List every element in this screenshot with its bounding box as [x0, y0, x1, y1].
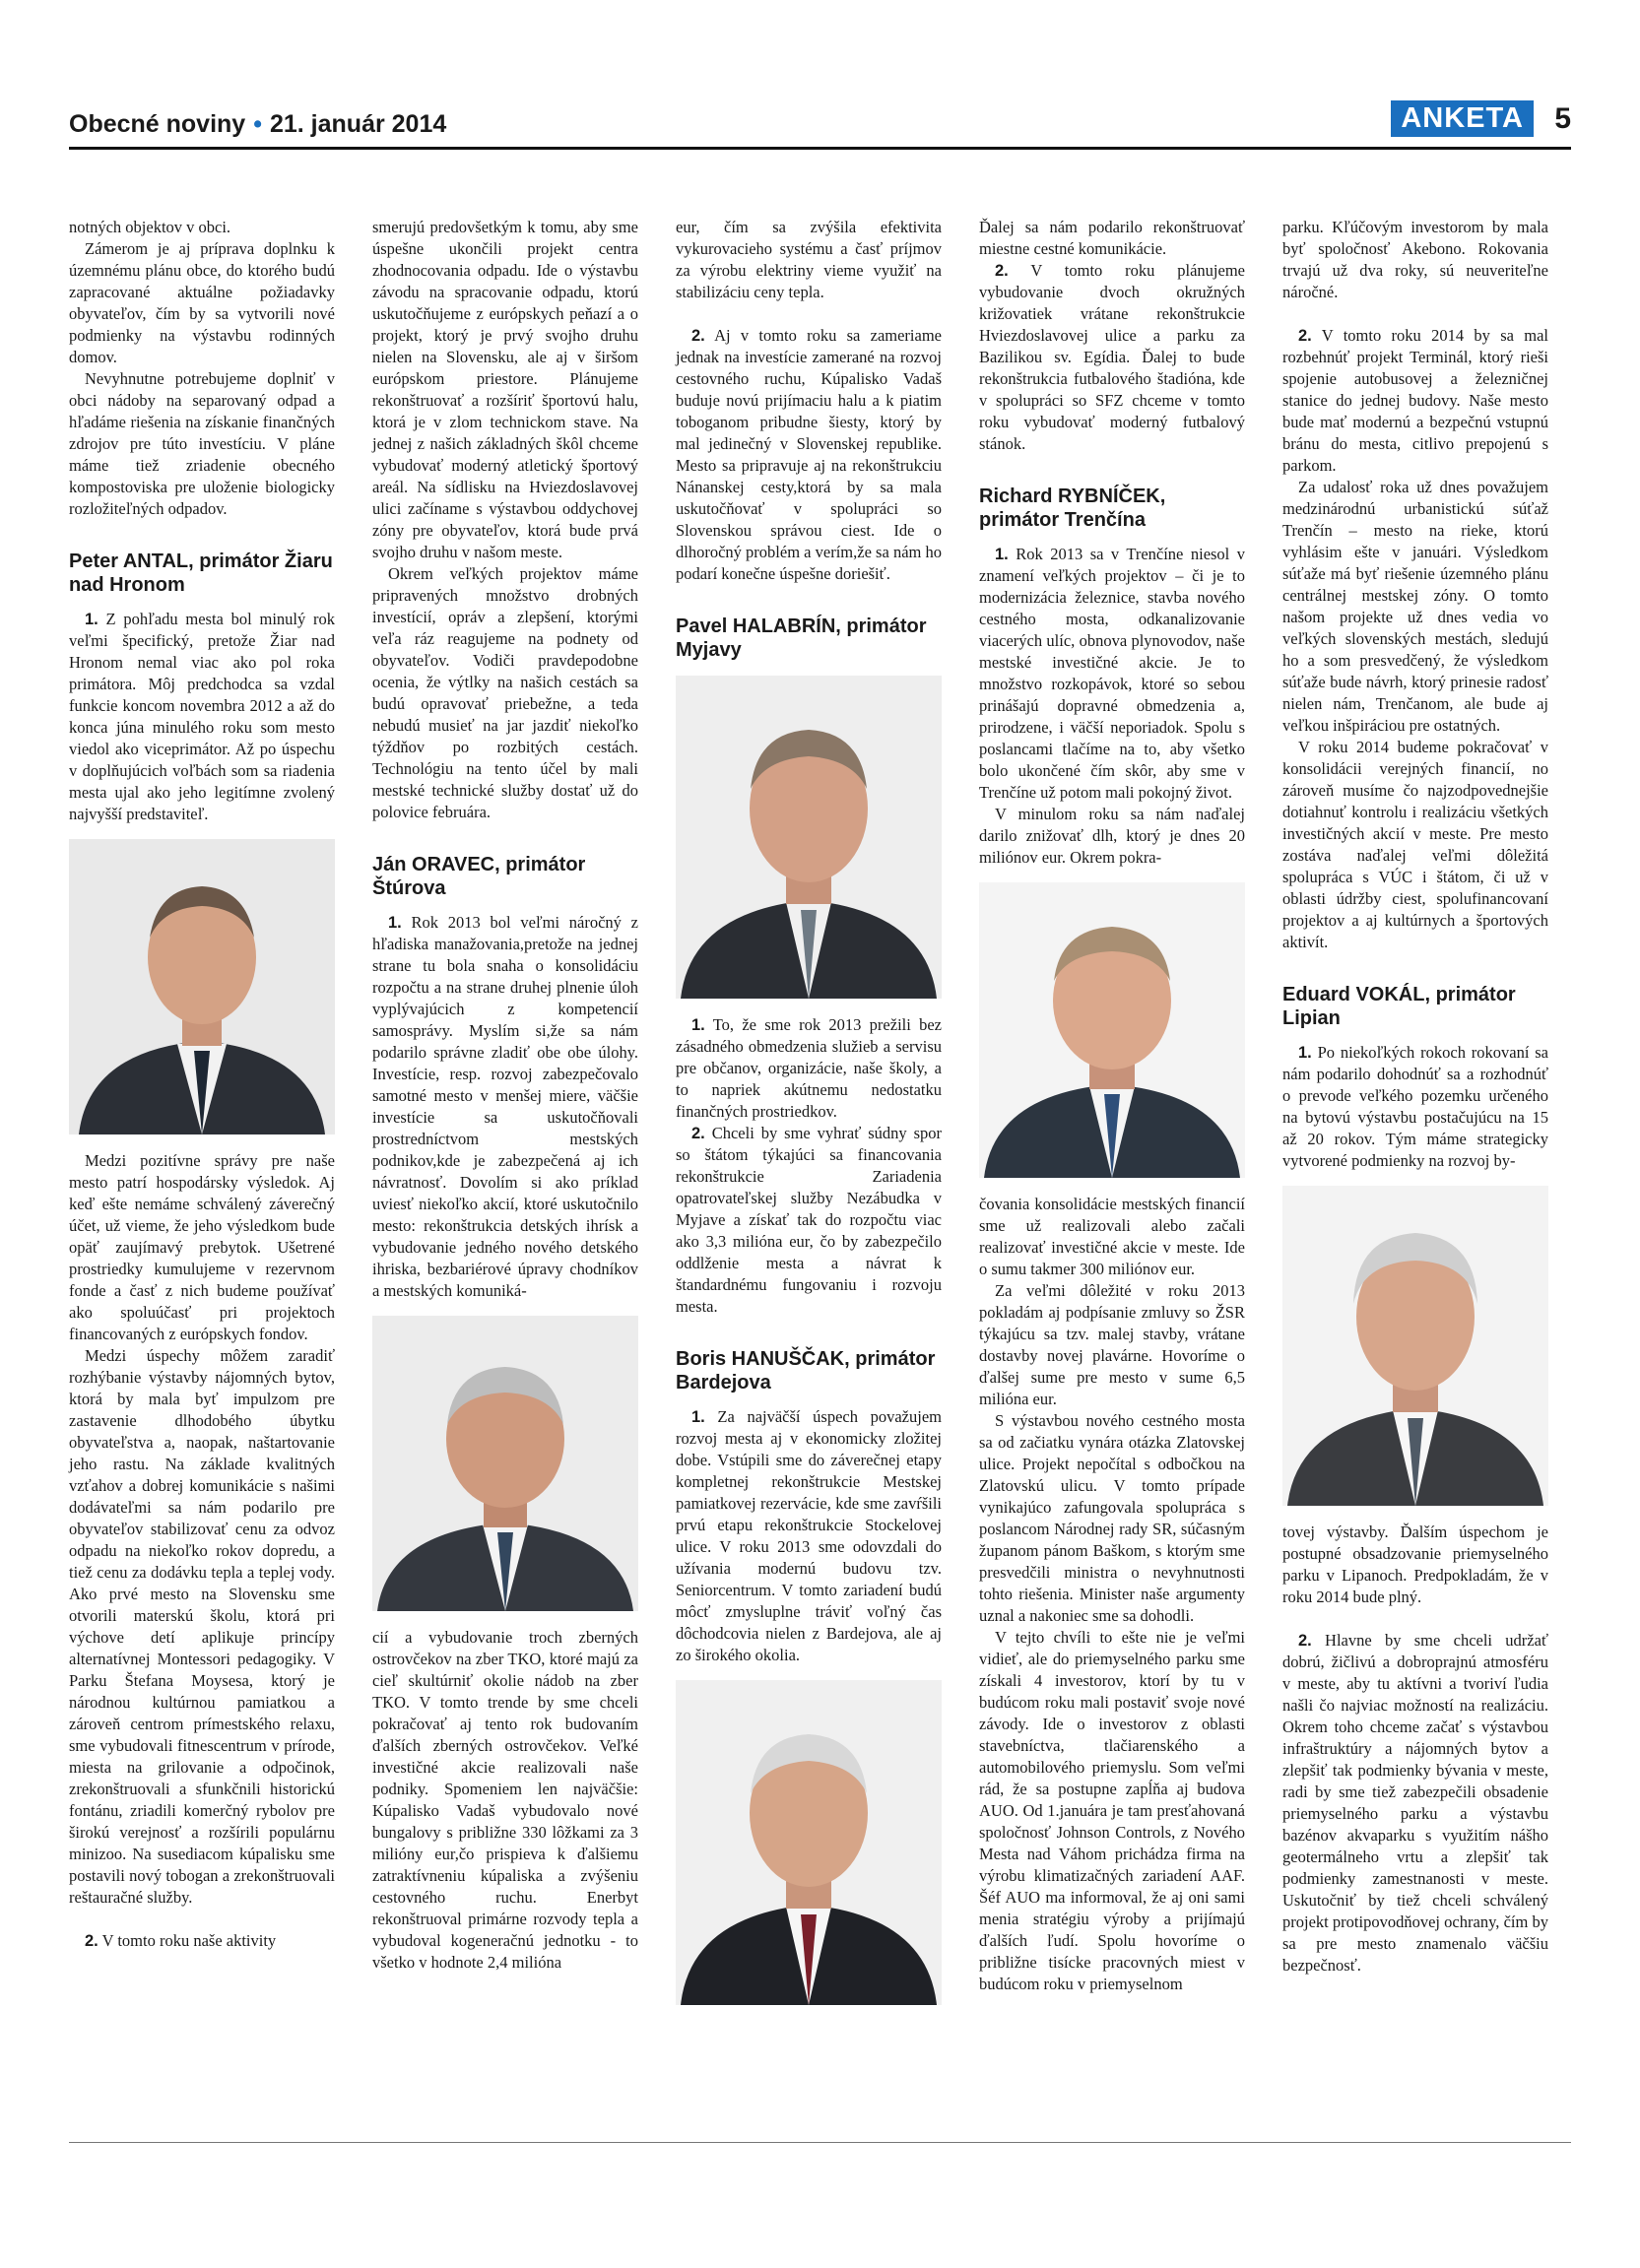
answer-number: 2.: [85, 1932, 98, 1950]
column-5: [1282, 217, 1548, 1976]
paragraph: čovania konsolidácie mestských financií sme už realizovali alebo začali realizovať investičné akcie v meste. Ide o sumu takmer 300 miliónov eur.: [979, 1195, 1245, 1278]
portrait-rybnicek: [979, 882, 1245, 1178]
answer-paragraph: [1282, 1630, 1548, 1976]
answer-paragraph: [69, 609, 335, 825]
interviewee-heading-antal: Peter ANTAL, primátor Žiaru nad Hronom: [69, 551, 333, 596]
portrait-oravec: [372, 1316, 638, 1611]
portrait-vokal: [1282, 1186, 1548, 1506]
answer-text: Hlavne by sme chceli udržať dobrú, žičlivú a dobroprajnú atmosféru v meste, aby tu aktívni a tvoriví ľudia našli čo najviac možností na realizáciu. Okrem toho chceme začať s výstavbou infraštruktúry a nájomných bytov a zlepšiť tak podmienky bývania v meste, radi by sme tiež zabezpečili obsadenie priemyselného parku a výstavbu bazénov akvaparku s využitím nášho geotermálneho vrtu a zlepšiť tak podmienky zamestnanosti v meste. Uskutočniť by tiež chceli schválený projekt protipovodňovej ochrany, čím by sa pre mesto znamenalo väčšiu bezpečnosť.: [1282, 1631, 1548, 1975]
answer-number: 2.: [1298, 327, 1312, 345]
column-3: [676, 217, 942, 2021]
answer-number: 2.: [691, 1125, 705, 1142]
paper-name: Obecné noviny: [69, 110, 246, 138]
answer-number: 2.: [995, 262, 1009, 280]
paragraph: eur, čím sa zvýšila efektivita vykurovacieho systému a časť príjmov za výrobu elektriny vieme využiť na stabilizáciu ceny tepla.: [676, 218, 942, 301]
paragraph: V roku 2014 budeme pokračovať v konsolidácii verejných financií, no zároveň musíme čo najzodpovednejšie dotiahnuť kontrolu i realizáciu všetkých investičných akcií v meste. Pre mesto zostáva naďalej veľmi dôležitá spolupráca s VÚC i štátom, či už v oblasti údržby ciest, spolufinancovaní projektov a aj kultúrnych a športových aktivít.: [1282, 738, 1548, 951]
answer-paragraph: [676, 1123, 942, 1318]
paragraph: Okrem veľkých projektov máme pripravených množstvo drobných investícií, opráv a zlepšení, ktorými veľa ráz reagujeme na podnety od obyvateľov. Vodiči pravdepodobne ocenia, že výtlky na našich cestách sa budú opravovať priebežne, a teda nebudú musieť na jar jazdiť niekoľko týždňov po rozbitých cestách. Technológiu na tento účel by mali mestské technické služby dostať už do polovice februára.: [372, 564, 638, 821]
section-label: ANKETA: [1391, 100, 1534, 137]
paragraph: parku. Kľúčovým investorom by mala byť spoločnosť Akebono. Rokovania trvajú už dva roky, sú neuveriteľne náročné.: [1282, 218, 1548, 301]
column-1: [69, 217, 335, 1952]
answer-text: Rok 2013 sa v Trenčíne niesol v znamení veľkých projektov – či je to modernizácia železnice, stavba nového cestného mosta, odkanalizovanie viacerých ulíc, obnova plynovodov, naše mestské investičné akcie. Je to množstvo rozkopávok, ktoré so sebou prinášajú dopravné obmedzenia a, prirodzene, i väčší neporiadok. Spolu s poslancami tlačíme na to, aby všetko bolo ukončené čím skôr, aby sme v Trenčíne už potom mali pokojný život.: [979, 545, 1245, 802]
interviewee-heading-halabrin: Pavel HALABRÍN, primátor Myjavy: [676, 616, 927, 661]
paragraph: tovej výstavby. Ďalším úspechom je postupné obsadzovanie priemyselného parku v Lipanoch. Predpokladám, že v roku 2014 bude plný.: [1282, 1523, 1548, 1606]
answer-paragraph: [979, 544, 1245, 804]
bullet-separator: •: [253, 110, 262, 138]
page-number: 5: [1554, 102, 1571, 135]
interviewee-heading-hanuscak: Boris HANUŠČAK, primátor Bardejova: [676, 1348, 936, 1393]
answer-paragraph: [676, 1014, 942, 1123]
paragraph: Za udalosť roka už dnes považujem medzinárodnú urbanistickú súťaž Trenčín – mesto na rieke, ktorú vyhlásim ešte v januári. Výsledkom súťaže má byť riešenie územného plánu centrálnej mestskej zóny. O tomto našom projekte už dnes vedia vo veľkých slovenských mestách, sledujú ho a som presvedčený, že výsledkom súťaže bude návrh, ktorý prinesie radosť nielen nám, Trenčanom, ale bude aj veľkou inšpiráciou pre ostatných.: [1282, 478, 1548, 735]
answer-text: V tomto roku naše aktivity: [98, 1931, 277, 1950]
answer-number: 1.: [388, 914, 402, 932]
paragraph: S výstavbou nového cestného mosta sa od začiatku vynára otázka Zlatovskej ulice. Projekt nepočítal s odbočkou na Zlatovskú ulicu. V tomto prípade vynikajúco zafungovala spolupráca s poslancom Národnej rady SR, súčasným županom pánom Baškom, s ktorým sme presvedčili ministra o nevyhnutnosti tohto riešenia. Minister naše argumenty uznal a nakoniec sme sa dohodli.: [979, 1411, 1245, 1625]
paragraph: Medzi pozitívne správy pre naše mesto patrí hospodársky výsledok. Aj keď ešte nemáme schválený záverečný účet, už vieme, že jeho výsledkom bude opäť zaujímavý prebytok. Ušetrené prostriedky kumulujeme v rezervnom fonde a časť z nich budeme používať ako spoluúčasť pri projektoch financovaných z európskych fondov.: [69, 1151, 335, 1343]
paragraph: Nevyhnutne potrebujeme doplniť v obci nádoby na separovaný odpad a hľadáme riešenia na získanie finančných zdrojov pre túto investíciu. V pláne máme tiež zriadenie obecného kompostoviska pre uloženie biologicky rozložiteľných odpadov.: [69, 369, 335, 518]
paragraph: V minulom roku sa nám naďalej darilo znižovať dlh, ktorý je dnes 20 miliónov eur. Okrem pokra-: [979, 805, 1245, 867]
answer-number: 2.: [1298, 1632, 1312, 1650]
answer-number: 1.: [691, 1016, 705, 1034]
interviewee-heading-oravec: Ján ORAVEC, primátor Štúrova: [372, 854, 586, 899]
paragraph: Ďalej sa nám podarilo rekonštruovať miestne cestné komunikácie.: [979, 218, 1245, 258]
answer-number: 1.: [691, 1408, 705, 1426]
answer-text: V tomto roku 2014 by sa mal rozbehnúť projekt Terminál, ktorý rieši spojenie autobusovej a železničnej stanice do jednej budovy. Naše mesto bude mať modernú a bezpečnú vstupnú bránu do mesta, citlivo prepojenú s parkom.: [1282, 326, 1548, 475]
paragraph: Zámerom je aj príprava doplnku k územnému plánu obce, do ktorého budú zapracované aktuálne požiadavky obyvateľov, čím by sa vytvorili nové podmienky na výstavbu rodinných domov.: [69, 239, 335, 366]
answer-text: Z pohľadu mesta bol minulý rok veľmi špecifický, pretože Žiar nad Hronom nemal viac ako pol roka primátora. Môj predchodca sa vzdal funkcie koncom novembra 2012 a až do konca júna minulého roku som mesto viedol ako viceprimátor. Až po úspechu v doplňujúcich voľbách som sa riadenia mesta ujal ako jeho legitímne zvolený najvyšší predstaviteľ.: [69, 610, 335, 823]
paragraph: Medzi úspechy môžem zaradiť rozhýbanie výstavby nájomných bytov, ktorá by mala byť impulzom pre zastavenie dlhodobého úbytku obyvateľstva a, naopak, naštartovanie jeho rastu. Na základe kvalitných vzťahov a dobrej komunikácie s našimi dodávateľmi sa nám podarilo pre obyvateľov stabilizovať cenu za odvoz odpadu na niekoľko rokov dopredu, a tiež cenu za dodávku tepla a teplej vody. Ako prvé mesto na Slovensku sme otvorili materskú školu, ktorá pri výchove detí aplikuje princípy alternatívnej Montessori pedagogiky. V Parku Štefana Moysesa, ktorý je národnou kultúrnou pamiatkou a zároveň centrom prímestského relaxu, sme vybudovali fitnescentrum v prírode, miesta na grilovanie a odpočinok, zrekonštruovali a sfunkčnili historickú fontánu, zriadili komerčný rybolov pre širokú verejnosť a rozšírili populárnu minizoo. Na susediacom kúpalisku sme postavili nový tobogan a zrekonštruovali reštauračné služby.: [69, 1346, 335, 1907]
answer-paragraph: [69, 1930, 335, 1952]
paragraph: smerujú predovšetkým k tomu, aby sme úspešne ukončili projekt centra zhodnocovania odpadu. Ide o výstavbu závodu na spracovanie odpadu, ktorú uskutočňujeme z európskych peňazí a o projekt, ktorý je prvý svojho druhu nielen na Slovensku, ale aj v širšom európskom priestore. Plánujeme rekonštruovať a rozšíriť športovú halu, ktorá je v zlom technickom stave. Na jednej z našich základných škôl chceme vybudovať moderný atletický športový areál. Na sídlisku na Hviezdoslavovej ulici začíname s výstavbou oddychovej zóny pre obyvateľov, ktorá bude prvá svojho druhu v našom meste.: [372, 218, 638, 561]
answer-text: Aj v tomto roku sa zameriame jednak na investície zamerané na rozvoj cestovného ruchu, Kúpalisko Vadaš buduje novú prijímaciu halu a k piatim toboganom pribudne šiesty, ktorý by mal jedinečný v Slovenskej republike. Mesto sa pripravuje aj na rekonštrukciu Nánanskej cesty,ktorá by sa mala uskutočňovať v spolupráci so Slovenskou správou ciest. Ide o dlhoročný problém a verím,že sa nám ho podarí konečne úspešne doriešiť.: [676, 326, 942, 583]
footer-rule: [69, 2142, 1571, 2143]
interviewee-heading-vokal: Eduard VOKÁL, primátor Lipian: [1282, 984, 1516, 1029]
answer-number: 2.: [691, 327, 705, 345]
portrait-hanuscak: [676, 1680, 942, 2005]
paragraph: notných objektov v obci.: [69, 218, 231, 236]
portrait-antal: [69, 839, 335, 1134]
answer-paragraph: [979, 260, 1245, 455]
answer-paragraph: [372, 912, 638, 1302]
answer-text: Za najväčší úspech považujem rozvoj mesta aj v ekonomicky zložitej dobe. Vstúpili sme do záverečnej etapy kompletnej rekonštrukcie Mestskej pamiatkovej rezervácie, kde sme zavŕšili prvú etapu rekonštrukcie Stockelovej ulice. V roku 2013 sme odovzdali do užívania modernú budovu tzv. Seniorcentrum. V tomto zariadení budú môcť zmysluplne tráviť voľný čas dôchodcovia nielen z Bardejova, ale aj zo širokého okolia.: [676, 1407, 942, 1664]
column-4: [979, 217, 1245, 1995]
answer-number: 1.: [995, 546, 1009, 563]
column-2: [372, 217, 638, 1974]
answer-text: To, že sme rok 2013 prežili bez zásadného obmedzenia služieb a servisu pre občanov, organizácie, naše školy, a to napriek akútnemu nedostatku finančných prostriedkov.: [676, 1015, 942, 1121]
issue-date: 21. január 2014: [269, 110, 447, 138]
paragraph: Za veľmi dôležité v roku 2013 pokladám aj podpísanie zmluvy so ŽSR týkajúcu sa tzv. malej stavby, vrátane dostavby novej plavárne. Hovoríme o ďalšej sume pre mesto v sume 6,5 milióna eur.: [979, 1281, 1245, 1408]
answer-text: V tomto roku plánujeme vybudovanie dvoch okružných križovatiek vrátane rekonštrukcie Hviezdoslavovej ulice a parku za Bazilikou sv. Egídia. Ďalej to bude rekonštrukcia futbalového štadióna, kde v spolupráci so SFZ chceme v tomto roku vybudovať moderný futbalový stánok.: [979, 261, 1245, 453]
answer-paragraph: [676, 325, 942, 585]
answer-number: 1.: [85, 611, 98, 628]
paragraph: cií a vybudovanie troch zberných ostrovčekov na zber TKO, ktoré majú za cieľ skultúrniť okolie nádob na zber TKO. V tomto trende by sme chceli pokračovať aj tento rok budovaním ďalších zberných ostrovčekov. Veľké investičné akcie realizovali naše podniky. Spomeniem len najväčšie: Kúpalisko Vadaš vybudovalo nové bungalovy s približne 330 lôžkami za 3 milióny eur,čo prispieva k ďalšiemu zatraktívneniu kúpaliska a zvýšeniu cestovného ruchu. Enerbyt rekonštruoval primárne rozvody tepla a vybudoval kogeneračnú jednotku - to všetko v hodnote 2,4 milióna: [372, 1628, 638, 1972]
answer-number: 1.: [1298, 1044, 1312, 1062]
answer-text: Chceli by sme vyhrať súdny spor so štátom týkajúci sa financovania rekonštrukcie Zariadenia opatrovateľskej služby Nezábudka v Myjave a získať tak do rozpočtu viac ako 3,3 milióna eur, čo by zabezpečilo oddlženie mesta a návrat k štandardnému fungovaniu i rozvoju mesta.: [676, 1124, 942, 1316]
paper-title: [69, 110, 446, 139]
answer-paragraph: [1282, 325, 1548, 477]
answer-paragraph: [1282, 1042, 1548, 1172]
answer-paragraph: [676, 1406, 942, 1666]
answer-text: Rok 2013 bol veľmi náročný z hľadiska manažovania,pretože na jednej strane tu bola snaha o konsolidáciu rozpočtu a na strane druhej plnenie úloh vyplývajúcich z kompetencií samosprávy. Myslím si,že sa nám podarilo správne zladiť obe obe úlohy. Investície, resp. rozvoj zabezpečovalo samotné mesto v menšej miere, väčšie investície sa uskutočňovali prostredníctvom mestských podnikov,kde je zabezpečená aj ich návratnosť. Dovolím si ako príklad uviesť niekoľko akcií, ktoré uskutočnilo mesto: rekonštrukcia detských ihrísk a vybudovanie jedného nového detského ihriska, bezbariérové úpravy chodníkov a mestských komuniká-: [372, 913, 638, 1300]
header-rule: [69, 147, 1571, 150]
portrait-halabrin: [676, 676, 942, 999]
paragraph: V tejto chvíli to ešte nie je veľmi vidieť, ale do priemyselného parku sme získali 4 investorov, ktorí by tu v budúcom roku mali postaviť svoje nové závody. Ide o investorov z oblasti stavebníctva, tlačiarenského a automobilového priemyslu. Som veľmi rád, že sa postupne zapĺňa aj budova AUO. Od 1.januára je tam presťahovaná spoločnosť Johnson Controls, z Nového Mesta nad Váhom prichádza firma na výrobu klimatizačných zariadení AAF. Šéf AUO ma informoval, že aj oni sami menia stratégiu výroby a prijímajú ďalších ľudí. Spolu hovoríme o približne tisícke pracovných miest v budúcom roku v priemyselnom: [979, 1628, 1245, 1993]
interviewee-heading-rybnicek: Richard RYBNÍČEK, primátor Trenčína: [979, 486, 1166, 531]
answer-text: Po niekoľkých rokoch rokovaní sa nám podarilo dohodnúť sa a rozhodnúť o prevode veľkého pozemku určeného na bytovú výstavbu postačujúcu na 15 až 20 rokov. Tým máme strategicky vytvorené podmienky na rozvoj by-: [1282, 1043, 1548, 1170]
masthead: [69, 100, 1571, 148]
